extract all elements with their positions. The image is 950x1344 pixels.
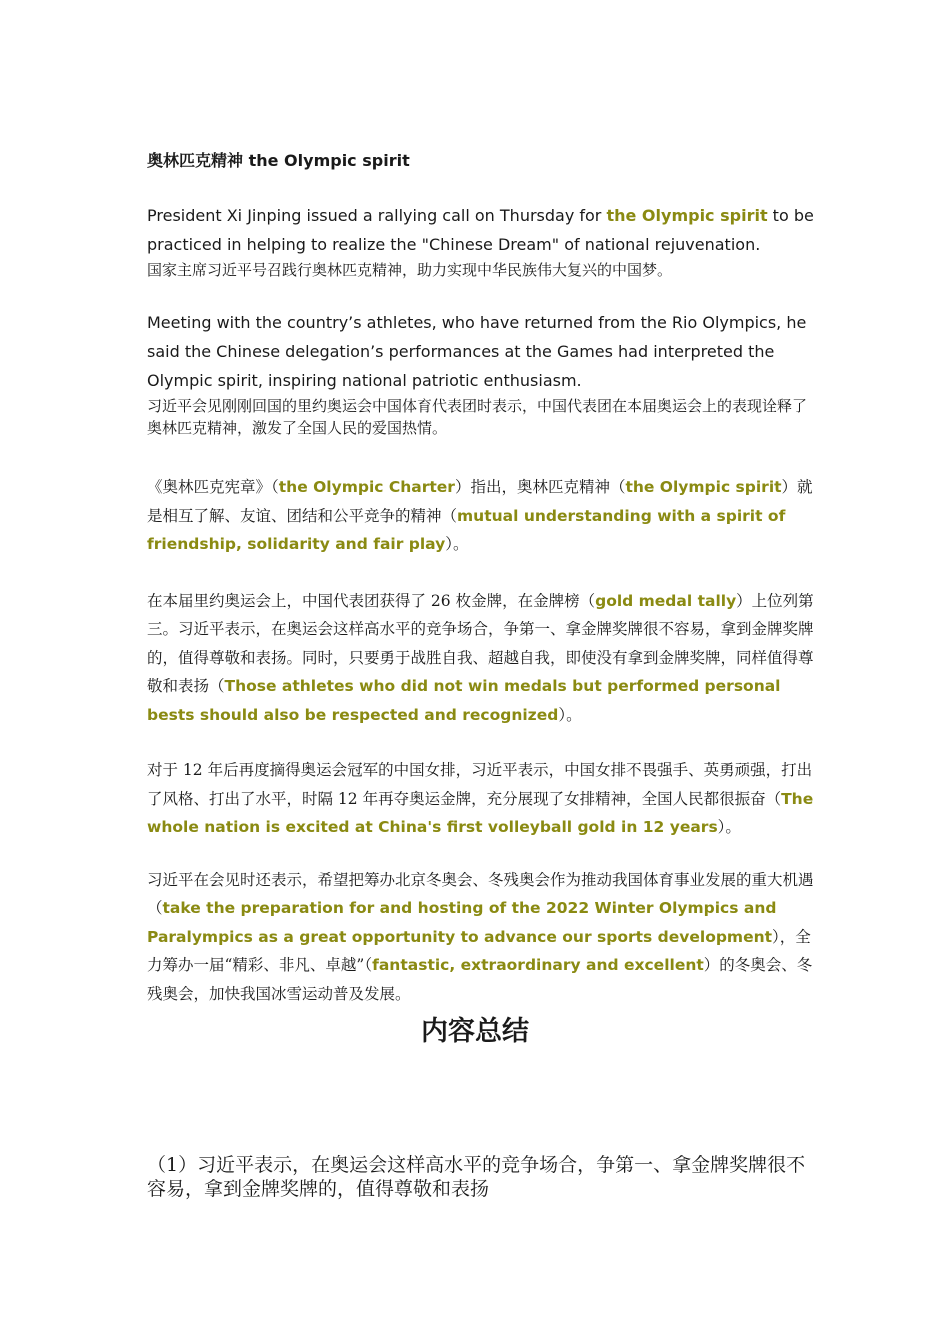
p5-highlight-1: The whole nation is excited at China's first volleyball gold in 12 years xyxy=(147,789,814,836)
p5-text-1: 对于 12 年后再度摘得奥运会冠军的中国女排，习近平表示，中国女排不畏强手、英勇顽强，打出了风格、打出了水平，时隔 12 年再夺奥运金牌，充分展现了女排精神，全国人民都很振奋（ xyxy=(147,761,813,808)
p3-highlight-1: the Olympic Charter xyxy=(278,478,455,496)
paragraph-1-zh: 国家主席习近平号召践行奥林匹克精神，助力实现中华民族伟大复兴的中国梦。 xyxy=(147,261,673,279)
paragraph-6 xyxy=(147,866,815,1009)
p4-highlight-1: gold medal tally xyxy=(595,591,737,610)
p1-text-after: to be practiced in helping to realize the "Chinese Dream" of national rejuvenation. xyxy=(147,206,814,254)
paragraph-2-en: Meeting with the country’s athletes, who have returned from the Rio Olympics, he said the Chinese delegation’s performances at the Games had interpreted the Olympic spirit, inspiring national patriotic enthusiasm. xyxy=(147,313,807,390)
heading-zh: 奥林匹克精神 xyxy=(147,151,244,170)
p6-highlight-1: take the preparation for and hosting of the 2022 Winter Olympics and Paralympics as a great opportunity to advance our sports development xyxy=(147,899,777,946)
p6-highlight-2: fantastic, extraordinary and excellent xyxy=(372,956,704,974)
article-heading xyxy=(147,150,815,172)
p4-highlight-2: Those athletes who did not win medals but performed personal bests should also be respected and recognized xyxy=(147,677,781,724)
p4-text-2: ）上位列第三。习近平表示，在奥运会这样高水平的竞争场合，争第一、拿金牌奖牌很不容易，拿到金牌奖牌的，值得尊敬和表扬。同时，只要勇于战胜自我、超越自我，即使没有拿到金牌奖牌，同样值得尊敬和表扬（ xyxy=(147,591,814,695)
p6-text-3: ）的冬奥会、冬残奥会，加快我国冰雪运动普及发展。 xyxy=(147,956,813,1003)
p6-text-2: ），全力筹办一届“精彩、非凡、卓越”（ xyxy=(147,927,811,974)
p3-text-2: ）指出，奥林匹克精神（ xyxy=(454,478,626,496)
paragraph-3 xyxy=(147,473,815,559)
p4-text-3: ）。 xyxy=(558,705,582,724)
summary-item-1: （1）习近平表示，在奥运会这样高水平的竞争场合，争第一、拿金牌奖牌很不容易，拿到金牌奖牌的，值得尊敬和表扬 xyxy=(147,1154,806,1200)
article-body xyxy=(147,150,815,1008)
p6-text-1: 习近平在会见时还表示，希望把筹办北京冬奥会、冬残奥会作为推动我国体育事业发展的重大机遇（ xyxy=(147,870,814,917)
p3-text-3: ）就是相互了解、友谊、团结和公平竞争的精神（ xyxy=(147,478,813,525)
p3-text-1: 《奥林匹克宪章》（ xyxy=(147,478,279,496)
p4-text-1: 在本届里约奥运会上，中国代表团获得了 26 枚金牌，在金牌榜（ xyxy=(147,591,596,610)
paragraph-4 xyxy=(147,587,815,730)
p3-text-4: ）。 xyxy=(445,535,469,553)
p3-highlight-2: the Olympic spirit xyxy=(625,478,782,496)
paragraph-2-zh: 习近平会见刚刚回国的里约奥运会中国体育代表团时表示，中国代表团在本届奥运会上的表现诠释了奥林匹克精神，激发了全国人民的爱国热情。 xyxy=(147,397,808,437)
p1-text: President Xi Jinping issued a rallying call on Thursday for xyxy=(147,206,607,225)
p3-highlight-3: mutual understanding with a spirit of friendship, solidarity and fair play xyxy=(147,506,786,553)
paragraph-1-en xyxy=(147,201,815,259)
paragraph-5 xyxy=(147,756,815,842)
summary-title: 内容总结 xyxy=(421,1016,529,1047)
heading-en: the Olympic spirit xyxy=(248,151,410,170)
p1-highlight: the Olympic spirit xyxy=(606,206,768,225)
p5-text-2: ）。 xyxy=(717,818,741,836)
